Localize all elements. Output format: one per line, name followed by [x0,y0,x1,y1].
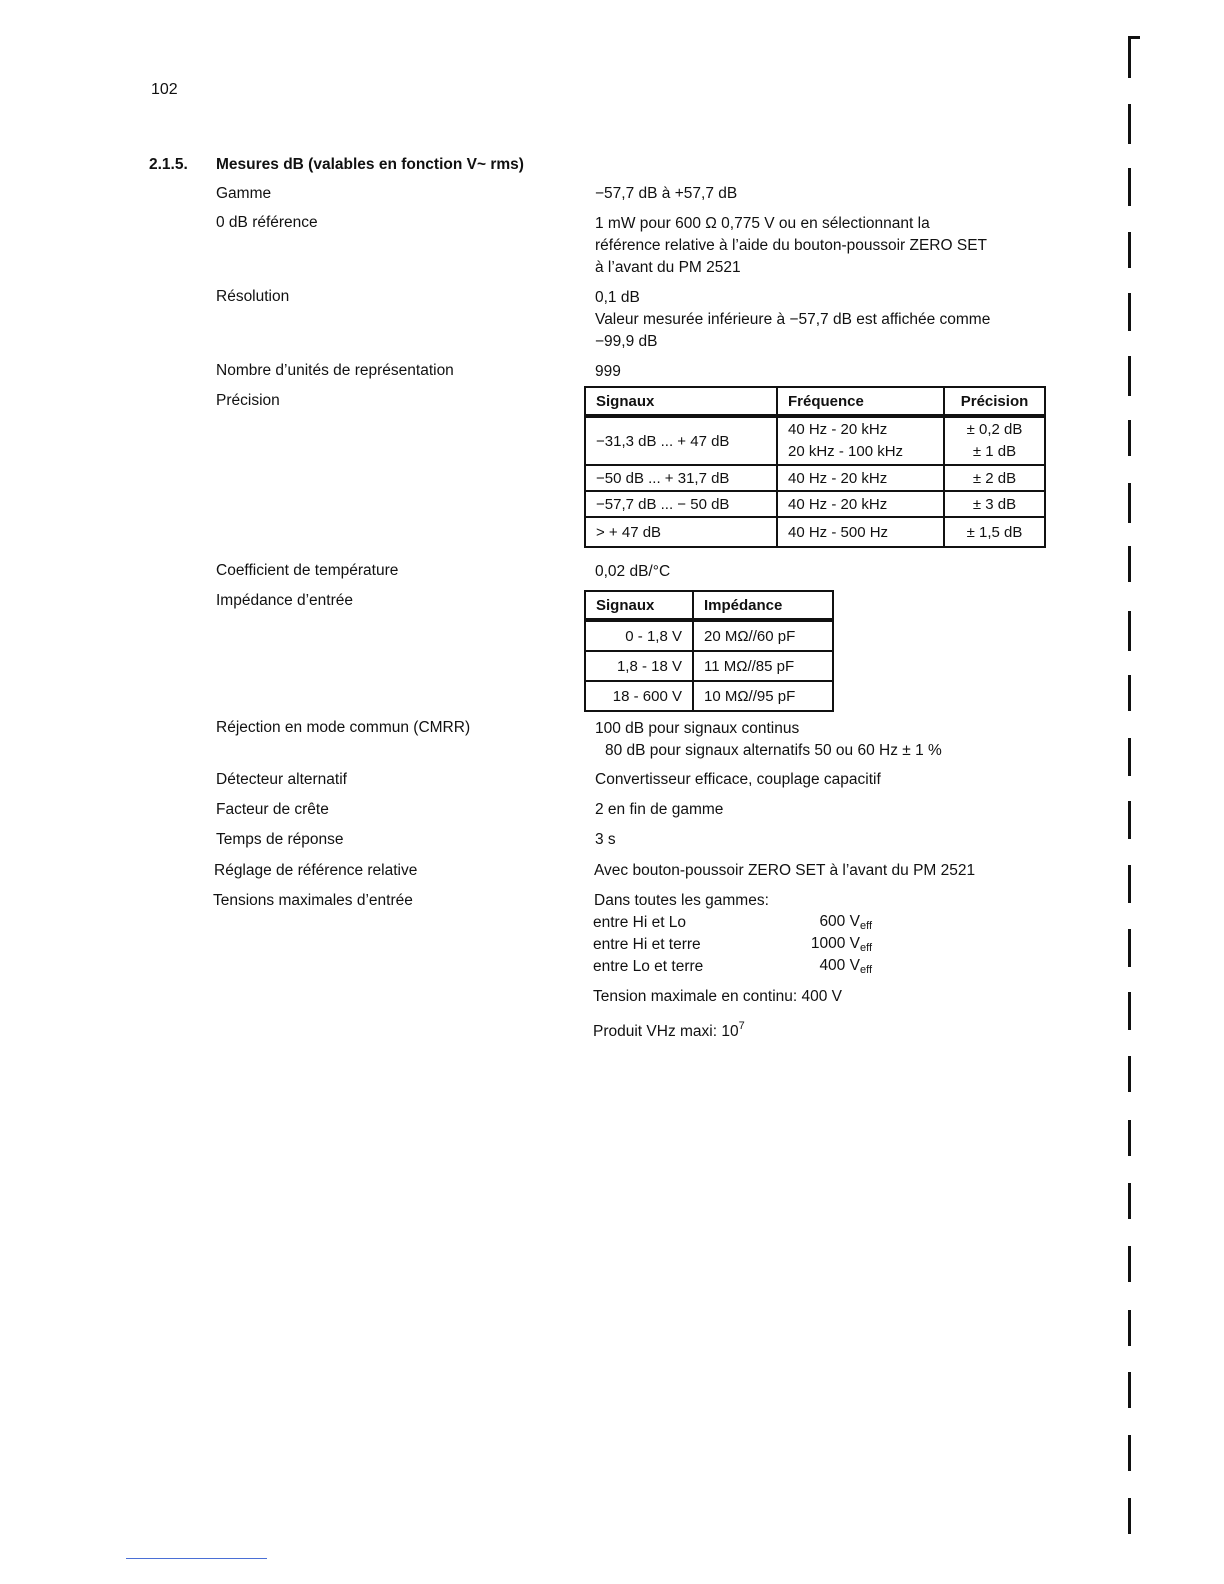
precision-line: ± 0,2 dB [966,421,1023,438]
max-input-between: entre Hi et Lo [593,914,687,931]
signal-cell: > + 47 dB [585,517,777,547]
max-input-between: entre Hi et terre [593,936,701,953]
crest-label: Facteur de crête [216,801,329,818]
frequency-line: 20 kHz - 100 kHz [788,443,904,460]
signal-cell: 1,8 - 18 V [585,651,693,681]
precision-cell: ± 2 dB [944,465,1045,491]
resolution-label: Résolution [216,288,290,305]
gamme-label: Gamme [216,185,272,202]
precision-table [584,386,1046,548]
units-value: 999 [595,363,621,380]
table-row [585,681,833,711]
temp-coeff-value: 0,02 dB/°C [595,563,671,580]
detector-value: Convertisseur efficace, couplage capacitif [595,771,881,788]
response-label: Temps de réponse [216,831,344,848]
max-input-between: entre Lo et terre [593,958,704,975]
resolution-line2: Valeur mesurée inférieure à −57,7 dB est affichée comme [595,311,991,328]
max-input-vhz: Produit VHz maxi: $10^7$ [593,1020,745,1040]
frequency-cell: 40 Hz - 20 kHz [777,491,944,517]
table-row [585,651,833,681]
impedance-table [584,590,834,712]
reference-line3: à l’avant du PM 2521 [595,259,741,276]
table-row [585,620,833,651]
detector-label: Détecteur alternatif [216,771,347,788]
max-input-value: 600 $V_{eff}$ [819,913,872,932]
precision-label: Précision [216,392,280,409]
table-header-row [585,591,833,620]
reference-label: 0 dB référence [216,214,318,231]
units-label: Nombre d’unités de représentation [216,362,454,379]
table-row [585,465,1045,491]
crest-value: 2 en fin de gamme [595,801,724,818]
max-input-value: 1000 $V_{eff}$ [810,935,872,954]
gamme-value: −57,7 dB à +57,7 dB [595,185,738,202]
impedance-cell: 10 MΩ//95 pF [693,681,833,711]
section-number: 2.1.5. [149,156,188,173]
header-signaux: Signaux [585,591,693,620]
precision-cell: ± 3 dB [944,491,1045,517]
response-value: 3 s [595,831,616,848]
relref-label: Réglage de référence relative [214,862,418,879]
header-signaux: Signaux [585,387,777,416]
precision-cell: ± 1,5 dB [944,517,1045,547]
precision-line: ± 1 dB [972,443,1017,460]
frequency-cell: 40 Hz - 20 kHz [777,465,944,491]
temp-coeff-label: Coefficient de température [216,562,399,579]
table-row [585,517,1045,547]
max-input-intro: Dans toutes les gammes: [594,892,769,909]
signal-cell: −57,7 dB ... − 50 dB [585,491,777,517]
signal-cell: 18 - 600 V [585,681,693,711]
cmrr-label: Réjection en mode commun (CMRR) [216,719,471,736]
max-input-value: 400 $V_{eff}$ [819,957,872,976]
page-number: 102 [151,81,178,98]
frequency-cell: 40 Hz - 500 Hz [777,517,944,547]
header-precision: Précision [944,387,1045,416]
impedance-cell: 20 MΩ//60 pF [693,620,833,651]
header-frequence: Fréquence [777,387,944,416]
impedance-label: Impédance d’entrée [216,592,354,609]
signal-cell: 0 - 1,8 V [585,620,693,651]
frequency-line: 40 Hz - 20 kHz [788,421,888,438]
reference-line1: 1 mW pour 600 Ω 0,775 V ou en sélectionnant la [595,215,930,232]
cmrr-line2: 80 dB pour signaux alternatifs 50 ou 60 Hz ± 1 % [605,742,942,759]
max-input-dc: Tension maximale en continu: 400 V [593,988,843,1005]
table-row [585,491,1045,517]
section-title: Mesures dB (valables en fonction V~ rms) [216,156,524,173]
header-impedance: Impédance [693,591,833,620]
signal-cell: −50 dB ... + 31,7 dB [585,465,777,491]
impedance-cell: 11 MΩ//85 pF [693,651,833,681]
resolution-line3: −99,9 dB [595,333,658,350]
table-row [585,416,1045,465]
signal-cell: −31,3 dB ... + 47 dB [585,416,777,465]
cmrr-line1: 100 dB pour signaux continus [595,720,800,737]
resolution-line1: 0,1 dB [595,289,640,306]
relref-value: Avec bouton-poussoir ZERO SET à l’avant du PM 2521 [594,862,976,879]
footer-rule [126,1558,267,1559]
table-header-row [585,387,1045,416]
reference-line2: référence relative à l’aide du bouton-poussoir ZERO SET [595,237,988,254]
precision-cell [944,416,1045,465]
max-input-label: Tensions maximales d’entrée [213,892,413,909]
frequency-cell [777,416,944,465]
